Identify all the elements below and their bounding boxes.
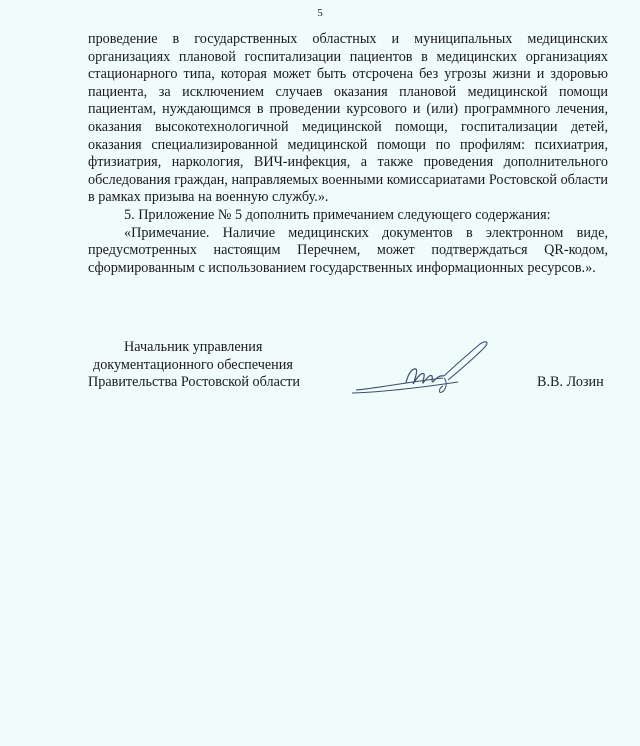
paragraph-item-5: 5. Приложение № 5 дополнить примечанием следующего содержания: — [124, 206, 551, 223]
document-body — [88, 31, 608, 277]
page-number: 5 — [317, 7, 323, 19]
paragraph-note: «Примечание. Наличие медицинских документов в электронном виде, предусмотренных настоящим Перечнем, может подтверждаться QR-кодом, сформированным с использованием государственных информационных ресурсов.». — [88, 224, 608, 276]
signatory-title-line-1: Начальник управления — [124, 339, 263, 355]
signatory-title-line-2: документационного обеспечения — [93, 356, 293, 373]
signatory-name: В.В. Лозин — [537, 374, 604, 390]
handwritten-signature — [348, 338, 498, 400]
paragraph-continuation: проведение в государственных областных и муниципальных медицинских организациях плановой госпитализации пациентов в медицинских организациях стационарного типа, которая может быть отсрочена без угрозы жизни и здоровью пациента, за исключением случаев оказания плановой медицинской помощи пациентам, нуждающимся в проведении курсового и (или) программного лечения, оказания высокотехнологичной медицинской помощи, госпитализации детей, оказания специализированной медицинской помощи по профилям: психиатрия, фтизиатрия, наркология, ВИЧ-инфекция, а также проведения дополнительного обследования граждан, направляемых военными комиссариатами Ростовской области в рамках призыва на военную службу.». — [88, 31, 608, 206]
signatory-title — [88, 339, 300, 392]
signatory-title-line-3: Правительства Ростовской области — [88, 374, 300, 390]
